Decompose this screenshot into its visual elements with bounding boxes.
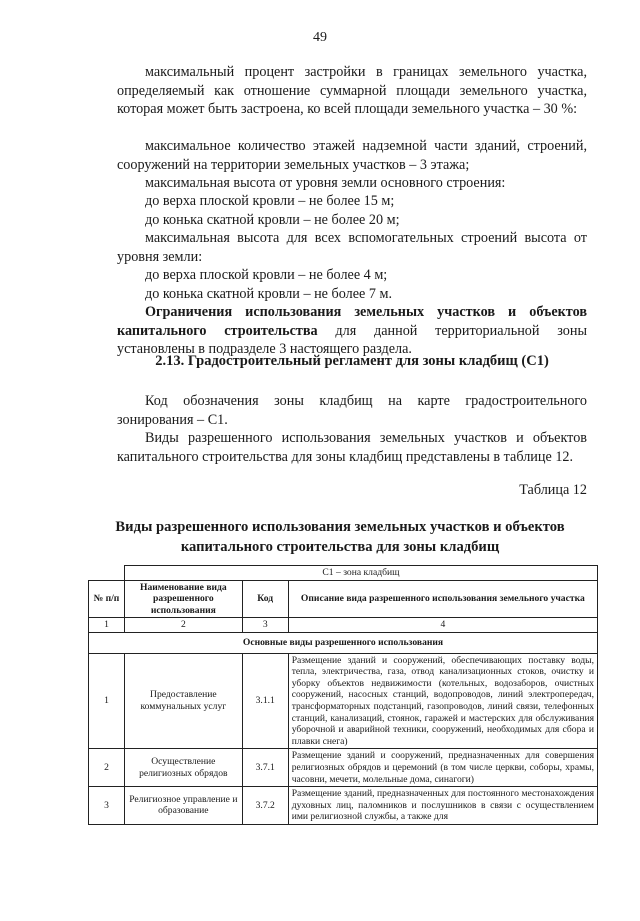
zone-header: С1 – зона кладбищ	[124, 566, 597, 581]
row-num: 2	[89, 749, 125, 787]
page-bottom-margin	[0, 851, 640, 921]
paragraph-zone-code: Код обозначения зоны кладбищ на карте градостроительного зонирования – С1.	[117, 393, 587, 428]
table-column-header-row	[89, 580, 598, 618]
paragraph-max-build-percent: максимальный процент застройки в границах земельного участка, определяемый как отношение суммарной площади земельного участка, которая может быть застроена, ко всей площади земельного участка – 30 %:	[117, 64, 587, 117]
row-num: 3	[89, 787, 125, 825]
table-row	[89, 653, 598, 749]
row-num: 1	[89, 653, 125, 749]
row-name: Предоставление коммунальных услуг	[124, 653, 242, 749]
col-header-name: Наименование вида разрешенного использования	[124, 580, 242, 618]
col-number: 4	[288, 618, 597, 633]
usage-types-table	[88, 565, 598, 825]
col-number: 2	[124, 618, 242, 633]
paragraph-flat-roof-4: до верха плоской кровли – не более 4 м;	[145, 267, 388, 283]
table-row	[89, 749, 598, 787]
paragraph-flat-roof-15: до верха плоской кровли – не более 15 м;	[145, 193, 395, 209]
row-code: 3.7.2	[242, 787, 288, 825]
row-code: 3.7.1	[242, 749, 288, 787]
col-number: 1	[89, 618, 125, 633]
paragraph-pitched-roof-20: до конька скатной кровли – не более 20 м;	[145, 212, 400, 228]
page-number: 49	[313, 30, 327, 45]
paragraph-aux-height: максимальная высота для всех вспомогательных строений высота от уровня земли:	[117, 230, 587, 265]
table-zone-header-row	[89, 566, 598, 581]
paragraph-pitched-roof-7: до конька скатной кровли – не более 7 м.	[145, 286, 393, 302]
table-title: Виды разрешенного использования земельных участков и объектов капитального строительства для зоны кладбищ	[115, 519, 565, 555]
row-name: Религиозное управление и образование	[124, 787, 242, 825]
paragraph-max-height: максимальная высота от уровня земли основного строения:	[145, 175, 506, 191]
row-code: 3.1.1	[242, 653, 288, 749]
row-name: Осуществление религиозных обрядов	[124, 749, 242, 787]
table-group-row	[89, 632, 598, 653]
table-row	[89, 787, 598, 825]
section-heading: 2.13. Градостроительный регламент для зоны кладбищ (С1)	[155, 353, 549, 369]
row-description: Размещение зданий, предназначенных для постоянного местонахождения духовных лиц, паломников и послушников в связи с осуществлением ими религиозной службы, а также для	[288, 787, 597, 825]
table-label: Таблица 12	[519, 482, 587, 498]
col-header-code: Код	[242, 580, 288, 618]
col-header-desc: Описание вида разрешенного использования земельного участка	[288, 580, 597, 618]
paragraph-max-floors: максимальное количество этажей надземной части зданий, строений, сооружений на территории земельных участков – 3 этажа;	[117, 138, 587, 173]
group-label: Основные виды разрешенного использования	[89, 632, 598, 653]
col-number: 3	[242, 618, 288, 633]
restrictions-rest-text: для данной территориальной зоны установлены в подразделе 3 настоящего раздела.	[117, 322, 587, 357]
paragraph-restrictions	[117, 303, 587, 359]
restrictions-bold-text: Ограничения использования земельных участков и объектов капитального строительства	[117, 304, 587, 339]
paragraph-table-reference: Виды разрешенного использования земельных участков и объектов капитального строительства для зоны кладбищ представлены в таблице 12.	[117, 430, 587, 465]
col-header-num: № п/п	[89, 580, 125, 618]
row-description: Размещение зданий и сооружений, предназначенных для совершения религиозных обрядов и церемоний (в том числе церкви, соборы, храмы, часовни, мечети, молельные дома, синагоги)	[288, 749, 597, 787]
table-column-number-row	[89, 618, 598, 633]
row-description: Размещение зданий и сооружений, обеспечивающих поставку воды, тепла, электричества, газа, отвод канализационных стоков, очистку и уборку объектов недвижимости (котельных, водозаборов, очистных сооружений, насосных станций, водопроводов, линий электропередач, трансформаторных подстанций, газопроводов, линий связи, телефонных станций, канализаций, стоянок, гаражей и мастерских для обслуживания уборочной и аварийной техники, сооружений, необходимых для сбора и плавки снега)	[288, 653, 597, 749]
